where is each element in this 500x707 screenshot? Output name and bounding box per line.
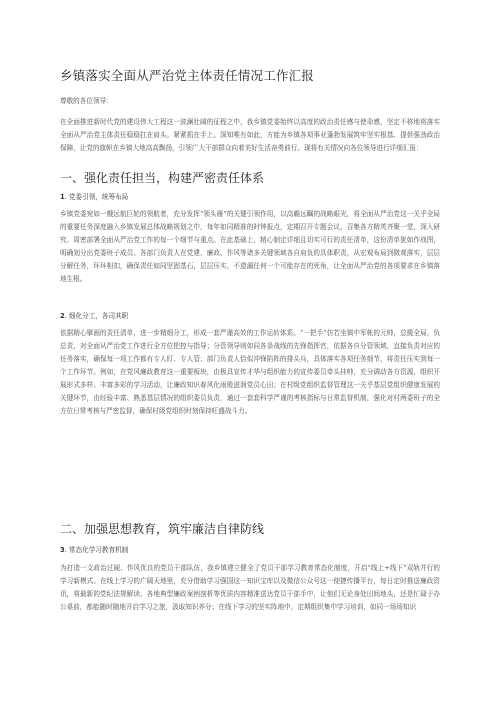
- subsection-number: 1: [60, 193, 65, 201]
- document-page: [60, 0, 440, 707]
- document-title: 乡镇落实全面从严治党主体责任情况工作汇报: [60, 68, 315, 83]
- subsection-heading-3: [60, 544, 128, 557]
- subsection-number: 3: [60, 546, 65, 554]
- subsection-heading-1: [60, 191, 128, 204]
- subsection-heading-text: . 常态化学习教育机制: [64, 546, 129, 554]
- section-title-1: 一、强化责任担当，构建严密责任体系: [60, 171, 265, 185]
- subsection-body-1: 乡镇党委宛如一艘远航巨轮的领航者，充分发挥“领头雁”的关键引领作用，以高瞻远瞩的战略眼光，将全面从严治党这一关乎全局的重要任务深度融入乡镇发展总体战略规划之中，每年如同精准的时钟报点，定期召开专题会议，召集各方精英齐聚一堂，深入研究、周密部署全面从严治党工作的每一个细节与重点。在此基础上，精心制定详细且切实可行的责任清单，这份清单犹如作战图，明确划分出党委班子成员、各部门负责人在党建、廉政、作风等诸多关键领域各自肩负的具体职责，从宏观布局到微观落实，层层分解任务，环环相扣，确保责任如同坚固基石，层层压实，不遗漏任何一个可能存在的死角，让全面从严治党的各项要求在乡镇落地生根。: [60, 210, 440, 283]
- greeting: 尊敬的各位领导：: [60, 97, 113, 105]
- section-title-2: 二、加强思想教育，筑牢廉洁自律防线: [60, 522, 265, 536]
- subsection-body-2: 依据精心擘画的责任清单，进一步精细分工，形成一套严谨高效的工作运转体系。“一把手”仿若坐镇中军帐的元帅，总揽全局，负总责，对全面从严治党工作进行全方位把控与指导；分管领导则如同各条战线的先锋指挥官，依据各自分管领域，直接负责对应的任务落实，确保每一项工作都有专人盯、专人管；部门负责人恰似冲锋陷阵的排头兵，具体落实各项任务细节，将责任压实到每一个工作环节。例如，在党风廉政教育这一重要板块，由极具宣传才华与组织能力的宣传委员牵头挂帅，充分调动各方资源，组织开展形式多样、丰富多彩的学习活动，让廉政知识春风化雨般滋润党员心田；在村级党组织监督管理这一关乎基层党组织健康发展的关键环节，由经验丰富、熟悉基层情况的组织委员负责，通过一套套科学严谨的考核指标与日常监督机制，强化对村两委班子的全方位日常考核与严密监督，确保村级党组织时刻保持旺盛战斗力。: [60, 329, 440, 415]
- intro-paragraph: 在全面推进新时代党的建设伟大工程这一波澜壮阔的征程之中，我乡镇党委始终以高度的政治责任感与使命感，坚定不移地将落实全面从严治党主体责任稳稳扛在肩头。紧紧抓在手上。深知唯有如此，方能为乡镇各项事业蓬勃发展筑牢坚实根基、提供强劲政治保障，让党的旗帜在乡镇大地高高飘扬，引领广大干部群众向着美好生活奋勇前行。现将有关情况向各位领导进行详细汇报：: [60, 118, 440, 152]
- subsection-body-3: 为打造一支政治过硬、作风优良的党员干部队伍，我乡镇建立健全了党员干部学习教育常态化制度，开启“线上+线下”双轨并行的学习新模式。在线上学习的广阔天地里，充分借助学习强国这一知识宝库以及微信公众号这一便捷传播平台，每日定时推送廉政资讯，将最新的党纪法规解读、各地典型廉政案例剖析等优质内容精准送达党员干部手中，让他们无论身处田间地头，还是忙碌于办公桌前，都能随时随地开启学习之旅，汲取知识养分；在线下学习的坚实阵地中，定期组织集中学习培训，如同一场场知识: [60, 564, 440, 611]
- subsection-heading-text: . 细化分工，各司其职: [64, 312, 129, 320]
- subsection-heading-2: [60, 310, 128, 323]
- subsection-heading-text: . 党委引领，统筹布局: [64, 193, 129, 201]
- subsection-number: 2: [60, 312, 65, 320]
